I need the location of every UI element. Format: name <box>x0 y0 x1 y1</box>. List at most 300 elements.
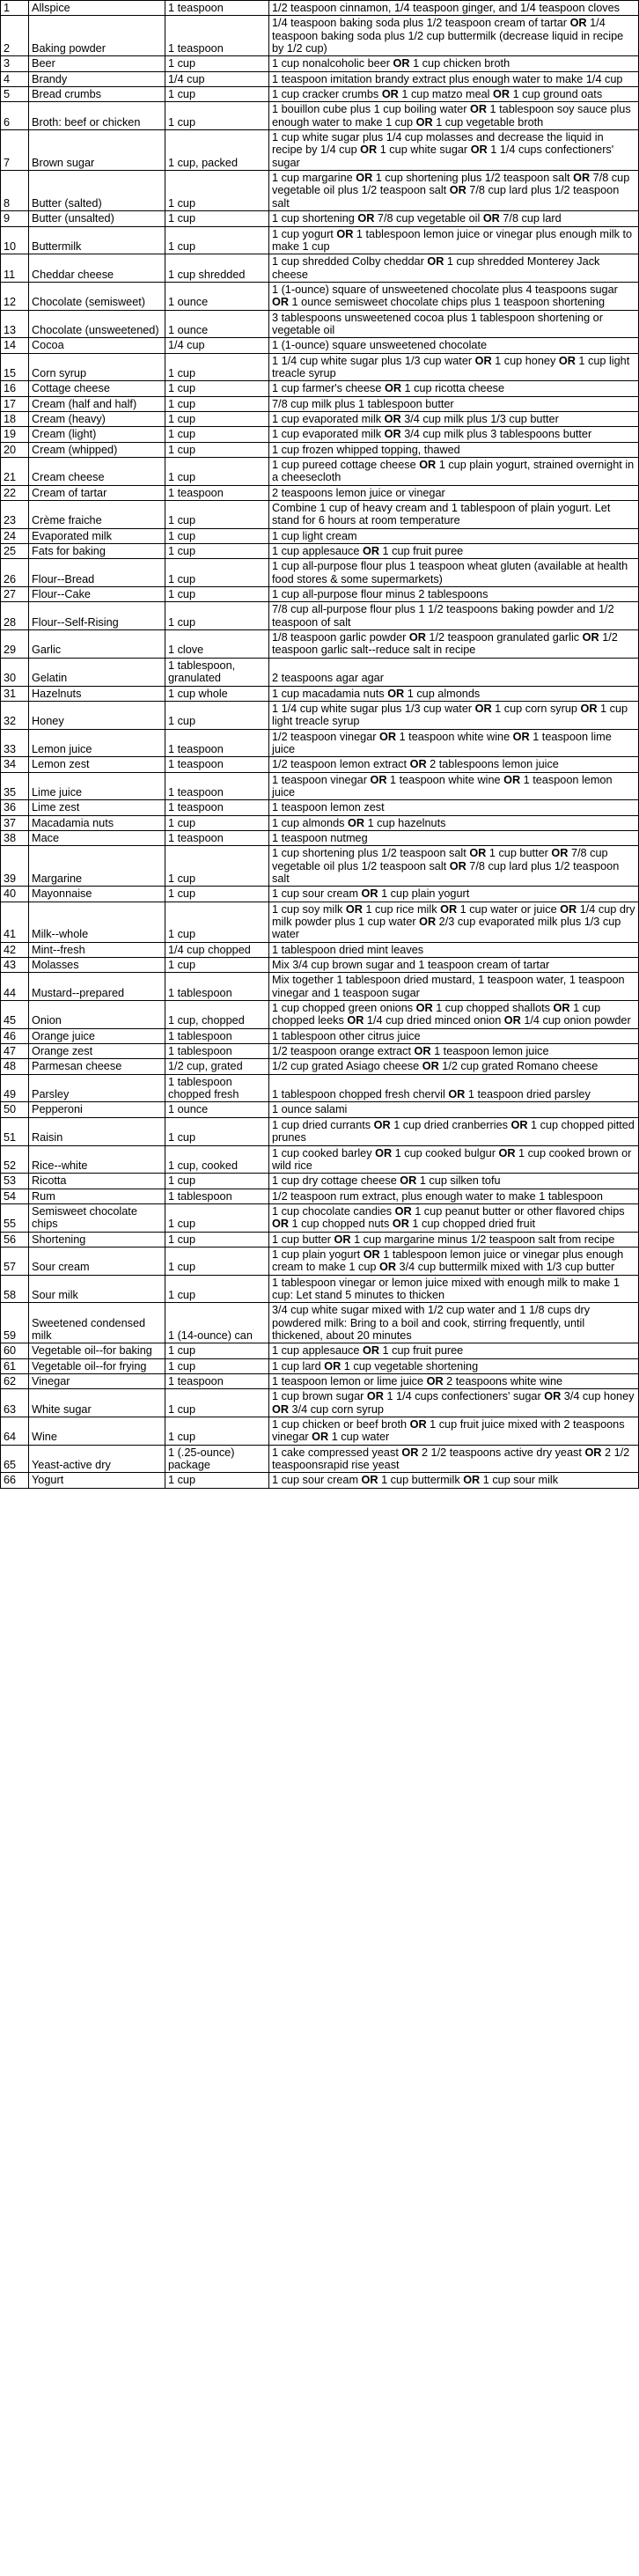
substitution-text: 1/2 teaspoon orange extract OR 1 teaspoon lemon juice <box>269 1044 639 1059</box>
ingredient-name: Butter (salted) <box>29 171 165 211</box>
substitution-text: 1 tablespoon chopped fresh chervil OR 1 teaspoon dried parsley <box>269 1074 639 1102</box>
substitution-text: 1/2 teaspoon rum extract, plus enough water to make 1 tablespoon <box>269 1189 639 1203</box>
substitution-text: 1 cup yogurt OR 1 tablespoon lemon juice or vinegar plus enough milk to make 1 cup <box>269 226 639 254</box>
ingredient-name: Crème fraiche <box>29 501 165 529</box>
substitution-text: 1 tablespoon other citrus juice <box>269 1028 639 1043</box>
ingredient-amount: 1 clove <box>165 630 269 659</box>
table-row <box>1 686 639 701</box>
row-number: 51 <box>1 1117 29 1145</box>
row-number: 37 <box>1 815 29 830</box>
row-number: 17 <box>1 396 29 411</box>
ingredient-amount: 1 cup <box>165 211 269 226</box>
table-row <box>1 226 639 254</box>
ingredient-amount: 1 cup <box>165 1389 269 1417</box>
table-row <box>1 1102 639 1117</box>
ingredient-name: Brandy <box>29 71 165 86</box>
row-number: 3 <box>1 56 29 71</box>
substitution-text: 1/4 teaspoon baking soda plus 1/2 teaspoon cream of tartar OR 1/4 teaspoon baking soda plus 1/2 cup buttermilk (decrease liquid in recipe by 1/2 cup) <box>269 16 639 56</box>
substitution-text: 1 1/4 cup white sugar plus 1/3 cup water OR 1 cup honey OR 1 cup light treacle syrup <box>269 353 639 381</box>
substitution-text: 1 (1-ounce) square of unsweetened chocolate plus 4 teaspoons sugar OR 1 ounce semisweet chocolate chips plus 1 teaspoon shortening <box>269 282 639 310</box>
ingredient-amount: 1 cup <box>165 559 269 587</box>
row-number: 32 <box>1 701 29 729</box>
substitution-text: 1 cake compressed yeast OR 2 1/2 teaspoons active dry yeast OR 2 1/2 teaspoonsrapid rise yeast <box>269 1445 639 1473</box>
ingredient-amount: 1 teaspoon <box>165 830 269 845</box>
ingredient-name: Mayonnaise <box>29 887 165 902</box>
substitution-text: 1 cup shortening OR 7/8 cup vegetable oil OR 7/8 cup lard <box>269 211 639 226</box>
ingredient-amount: 1 cup <box>165 56 269 71</box>
substitution-text: 1 cup sour cream OR 1 cup buttermilk OR 1 cup sour milk <box>269 1473 639 1488</box>
row-number: 57 <box>1 1247 29 1275</box>
ingredient-name: Shortening <box>29 1232 165 1247</box>
substitution-text: 1 cup pureed cottage cheese OR 1 cup plain yogurt, strained overnight in a cheesecloth <box>269 458 639 486</box>
table-row <box>1 757 639 772</box>
table-row <box>1 1028 639 1043</box>
ingredient-amount: 1 cup <box>165 587 269 602</box>
ingredient-amount: 1 teaspoon <box>165 485 269 500</box>
row-number: 31 <box>1 686 29 701</box>
table-row <box>1 458 639 486</box>
ingredient-amount: 1 teaspoon <box>165 800 269 815</box>
ingredient-name: Sweetened condensed milk <box>29 1303 165 1343</box>
ingredient-amount: 1 ounce <box>165 282 269 310</box>
table-row <box>1 1203 639 1232</box>
ingredient-name: Semisweet chocolate chips <box>29 1203 165 1232</box>
substitution-text: 1 cup sour cream OR 1 cup plain yogurt <box>269 887 639 902</box>
ingredient-amount: 1 tablespoon <box>165 1028 269 1043</box>
ingredient-name: Vegetable oil--for baking <box>29 1343 165 1358</box>
ingredient-amount: 1 cup <box>165 701 269 729</box>
ingredient-name: Sour cream <box>29 1247 165 1275</box>
ingredient-amount: 1 teaspoon <box>165 772 269 800</box>
table-row <box>1 411 639 426</box>
ingredient-name: Allspice <box>29 1 165 16</box>
table-row <box>1 587 639 602</box>
substitution-text: 1 cup all-purpose flour minus 2 tablespoons <box>269 587 639 602</box>
ingredient-amount: 1 cup, cooked <box>165 1145 269 1174</box>
table-row <box>1 442 639 457</box>
row-number: 26 <box>1 559 29 587</box>
ingredient-name: Cream (whipped) <box>29 442 165 457</box>
ingredient-name: Cocoa <box>29 338 165 353</box>
ingredient-amount: 1 teaspoon <box>165 16 269 56</box>
substitution-text: 1 (1-ounce) square unsweetened chocolate <box>269 338 639 353</box>
substitution-text: 1 teaspoon nutmeg <box>269 830 639 845</box>
row-number: 38 <box>1 830 29 845</box>
table-row <box>1 1001 639 1029</box>
table-row <box>1 282 639 310</box>
substitution-text: 1 1/4 cup white sugar plus 1/3 cup water OR 1 cup corn syrup OR 1 cup light treacle syrup <box>269 701 639 729</box>
row-number: 6 <box>1 102 29 130</box>
substitution-text: 1 bouillon cube plus 1 cup boiling water OR 1 tablespoon soy sauce plus enough water to make 1 cup OR 1 cup vegetable broth <box>269 102 639 130</box>
table-row <box>1 1 639 16</box>
substitution-text: 1 cup plain yogurt OR 1 tablespoon lemon juice or vinegar plus enough cream to make 1 cup OR 3/4 cup buttermilk mixed with 1/3 cup butter <box>269 1247 639 1275</box>
row-number: 14 <box>1 338 29 353</box>
ingredient-amount: 1/2 cup, grated <box>165 1059 269 1074</box>
ingredient-amount: 1/4 cup <box>165 71 269 86</box>
ingredient-amount: 1 tablespoon <box>165 1044 269 1059</box>
ingredient-amount: 1 tablespoon <box>165 973 269 1001</box>
table-row <box>1 130 639 171</box>
substitution-text: 1 cup white sugar plus 1/4 cup molasses and decrease the liquid in recipe by 1/4 cup OR 1 cup white sugar OR 1 1/4 cups confectioners' sugar <box>269 130 639 171</box>
ingredient-name: Cheddar cheese <box>29 254 165 283</box>
table-row <box>1 485 639 500</box>
substitution-text: 1 cup margarine OR 1 cup shortening plus 1/2 teaspoon salt OR 7/8 cup vegetable oil plus 1/2 teaspoon salt OR 7/8 cup lard plus 1/2 teaspoon salt <box>269 171 639 211</box>
ingredient-name: Corn syrup <box>29 353 165 381</box>
ingredient-name: Cream (heavy) <box>29 411 165 426</box>
table-row <box>1 1189 639 1203</box>
ingredient-name: Brown sugar <box>29 130 165 171</box>
ingredient-amount: 1 cup <box>165 1117 269 1145</box>
row-number: 55 <box>1 1203 29 1232</box>
row-number: 41 <box>1 902 29 942</box>
substitution-text: 1 cup nonalcoholic beer OR 1 cup chicken broth <box>269 56 639 71</box>
substitution-text: 7/8 cup all-purpose flour plus 1 1/2 teaspoons baking powder and 1/2 teaspoon of salt <box>269 602 639 630</box>
table-row <box>1 942 639 957</box>
ingredient-amount: 1 (.25-ounce) package <box>165 1445 269 1473</box>
ingredient-amount: 1 cup <box>165 1358 269 1373</box>
ingredient-name: Milk--whole <box>29 902 165 942</box>
ingredient-amount: 1 cup <box>165 501 269 529</box>
ingredient-name: Cottage cheese <box>29 381 165 396</box>
table-row <box>1 544 639 559</box>
ingredient-name: Butter (unsalted) <box>29 211 165 226</box>
ingredient-name: Fats for baking <box>29 544 165 559</box>
ingredient-name: Vinegar <box>29 1374 165 1389</box>
table-row <box>1 353 639 381</box>
ingredient-amount: 1 cup <box>165 887 269 902</box>
ingredient-name: Baking powder <box>29 16 165 56</box>
substitution-text: Combine 1 cup of heavy cream and 1 tablespoon of plain yogurt. Let stand for 6 hours at room temperature <box>269 501 639 529</box>
table-row <box>1 1417 639 1446</box>
table-row <box>1 815 639 830</box>
ingredient-amount: 1 cup <box>165 1343 269 1358</box>
table-row <box>1 87 639 102</box>
row-number: 45 <box>1 1001 29 1029</box>
substitution-text: 1 cup brown sugar OR 1 1/4 cups confectioners' sugar OR 3/4 cup honey OR 3/4 cup corn syrup <box>269 1389 639 1417</box>
row-number: 60 <box>1 1343 29 1358</box>
table-row <box>1 427 639 442</box>
ingredient-amount: 1 cup <box>165 442 269 457</box>
ingredient-amount: 1 cup <box>165 1417 269 1446</box>
ingredient-name: Wine <box>29 1417 165 1446</box>
substitution-text: 1 cup evaporated milk OR 3/4 cup milk plus 3 tablespoons butter <box>269 427 639 442</box>
ingredient-amount: 1 cup <box>165 902 269 942</box>
ingredient-amount: 1 ounce <box>165 1102 269 1117</box>
table-row <box>1 1174 639 1189</box>
ingredient-amount: 1 tablespoon, granulated <box>165 658 269 686</box>
substitution-text: 1 cup shredded Colby cheddar OR 1 cup shredded Monterey Jack cheese <box>269 254 639 283</box>
ingredient-amount: 1 cup <box>165 226 269 254</box>
table-row <box>1 1389 639 1417</box>
substitution-text: 1 cup shortening plus 1/2 teaspoon salt OR 1 cup butter OR 7/8 cup vegetable oil plus 1/2 teaspoon salt OR 7/8 cup lard plus 1/2 teaspoon salt <box>269 846 639 887</box>
substitution-text: 1 cup macadamia nuts OR 1 cup almonds <box>269 686 639 701</box>
ingredient-name: Ricotta <box>29 1174 165 1189</box>
ingredient-amount: 1 cup shredded <box>165 254 269 283</box>
ingredient-amount: 1 cup <box>165 1203 269 1232</box>
substitution-text: 1 teaspoon imitation brandy extract plus enough water to make 1/4 cup <box>269 71 639 86</box>
table-row <box>1 658 639 686</box>
row-number: 52 <box>1 1145 29 1174</box>
substitution-text: 7/8 cup milk plus 1 tablespoon butter <box>269 396 639 411</box>
ingredient-amount: 1/4 cup chopped <box>165 942 269 957</box>
substitution-text: 1 cup farmer's cheese OR 1 cup ricotta cheese <box>269 381 639 396</box>
substitution-text: 1 cup chopped green onions OR 1 cup chopped shallots OR 1 cup chopped leeks OR 1/4 cup dried minced onion OR 1/4 cup onion powder <box>269 1001 639 1029</box>
row-number: 4 <box>1 71 29 86</box>
ingredient-name: Cream cheese <box>29 458 165 486</box>
substitution-text: 1 cup chocolate candies OR 1 cup peanut butter or other flavored chips OR 1 cup chopped nuts OR 1 cup chopped dried fruit <box>269 1203 639 1232</box>
substitution-text: 1 cup cooked barley OR 1 cup cooked bulgur OR 1 cup cooked brown or wild rice <box>269 1145 639 1174</box>
ingredient-name: Lime juice <box>29 772 165 800</box>
row-number: 19 <box>1 427 29 442</box>
ingredient-amount: 1 cup <box>165 815 269 830</box>
row-number: 21 <box>1 458 29 486</box>
ingredient-name: Cream of tartar <box>29 485 165 500</box>
ingredient-amount: 1 cup <box>165 528 269 543</box>
ingredient-amount: 1 tablespoon <box>165 1189 269 1203</box>
row-number: 22 <box>1 485 29 500</box>
row-number: 16 <box>1 381 29 396</box>
row-number: 25 <box>1 544 29 559</box>
substitution-text: 1 cup applesauce OR 1 cup fruit puree <box>269 1343 639 1358</box>
table-row <box>1 602 639 630</box>
ingredient-name: Chocolate (semisweet) <box>29 282 165 310</box>
table-row <box>1 830 639 845</box>
substitution-text: 1 teaspoon vinegar OR 1 teaspoon white wine OR 1 teaspoon lemon juice <box>269 772 639 800</box>
row-number: 36 <box>1 800 29 815</box>
table-row <box>1 1145 639 1174</box>
substitution-text: 1 cup dried currants OR 1 cup dried cranberries OR 1 cup chopped pitted prunes <box>269 1117 639 1145</box>
table-row <box>1 71 639 86</box>
substitution-text: 1 cup soy milk OR 1 cup rice milk OR 1 cup water or juice OR 1/4 cup dry milk powder plus 1 cup water OR 2/3 cup evaporated milk plus 1/3 cup water <box>269 902 639 942</box>
row-number: 18 <box>1 411 29 426</box>
row-number: 1 <box>1 1 29 16</box>
substitution-text: 1 tablespoon dried mint leaves <box>269 942 639 957</box>
table-row <box>1 171 639 211</box>
ingredient-name: Sour milk <box>29 1275 165 1303</box>
ingredient-name: Mace <box>29 830 165 845</box>
ingredient-amount: 1 cup <box>165 846 269 887</box>
ingredient-name: Pepperoni <box>29 1102 165 1117</box>
ingredient-name: Lime zest <box>29 800 165 815</box>
row-number: 54 <box>1 1189 29 1203</box>
ingredient-amount: 1 teaspoon <box>165 729 269 757</box>
ingredient-amount: 1 cup <box>165 353 269 381</box>
ingredient-name: Cream (light) <box>29 427 165 442</box>
row-number: 63 <box>1 1389 29 1417</box>
substitution-text: 1 cup lard OR 1 cup vegetable shortening <box>269 1358 639 1373</box>
ingredient-name: Onion <box>29 1001 165 1029</box>
row-number: 44 <box>1 973 29 1001</box>
table-row <box>1 1059 639 1074</box>
ingredient-name: Parsley <box>29 1074 165 1102</box>
table-row <box>1 559 639 587</box>
ingredient-name: Yeast-active dry <box>29 1445 165 1473</box>
substitution-text: 1 cup applesauce OR 1 cup fruit puree <box>269 544 639 559</box>
table-row <box>1 630 639 659</box>
substitution-text: 1 cup evaporated milk OR 3/4 cup milk plus 1/3 cup butter <box>269 411 639 426</box>
table-row <box>1 1044 639 1059</box>
table-row <box>1 973 639 1001</box>
ingredient-name: Evaporated milk <box>29 528 165 543</box>
table-row <box>1 1303 639 1343</box>
table-row <box>1 846 639 887</box>
table-row <box>1 310 639 338</box>
row-number: 2 <box>1 16 29 56</box>
row-number: 11 <box>1 254 29 283</box>
row-number: 15 <box>1 353 29 381</box>
table-row <box>1 254 639 283</box>
row-number: 49 <box>1 1074 29 1102</box>
ingredient-amount: 1 cup <box>165 544 269 559</box>
ingredient-name: Honey <box>29 701 165 729</box>
ingredient-amount: 1 cup <box>165 1232 269 1247</box>
substitution-text: 1 cup dry cottage cheese OR 1 cup silken tofu <box>269 1174 639 1189</box>
ingredient-name: Lemon juice <box>29 729 165 757</box>
substitution-text: 1 cup all-purpose flour plus 1 teaspoon wheat gluten (available at health food stores & some supermarkets) <box>269 559 639 587</box>
substitution-text: 1 teaspoon lemon zest <box>269 800 639 815</box>
ingredient-amount: 1 cup <box>165 1275 269 1303</box>
row-number: 39 <box>1 846 29 887</box>
table-row <box>1 381 639 396</box>
ingredient-name: Macadamia nuts <box>29 815 165 830</box>
substitution-text: 1/2 teaspoon lemon extract OR 2 tablespoons lemon juice <box>269 757 639 772</box>
ingredient-amount: 1 cup <box>165 1247 269 1275</box>
substitution-text: 2 teaspoons agar agar <box>269 658 639 686</box>
table-row <box>1 800 639 815</box>
substitution-text: 1/2 cup grated Asiago cheese OR 1/2 cup grated Romano cheese <box>269 1059 639 1074</box>
ingredient-name: Chocolate (unsweetened) <box>29 310 165 338</box>
row-number: 53 <box>1 1174 29 1189</box>
ingredient-amount: 1 cup <box>165 87 269 102</box>
table-row <box>1 16 639 56</box>
row-number: 50 <box>1 1102 29 1117</box>
table-row <box>1 887 639 902</box>
row-number: 8 <box>1 171 29 211</box>
ingredient-amount: 1 cup <box>165 411 269 426</box>
row-number: 28 <box>1 602 29 630</box>
substitution-text: 1 ounce salami <box>269 1102 639 1117</box>
table-row <box>1 528 639 543</box>
substitution-text: 1 teaspoon lemon or lime juice OR 2 teaspoons white wine <box>269 1374 639 1389</box>
table-row <box>1 701 639 729</box>
ingredient-name: Raisin <box>29 1117 165 1145</box>
ingredient-amount: 1 cup <box>165 958 269 973</box>
table-row <box>1 958 639 973</box>
ingredient-name: Orange zest <box>29 1044 165 1059</box>
table-row <box>1 211 639 226</box>
ingredient-name: White sugar <box>29 1389 165 1417</box>
ingredient-name: Parmesan cheese <box>29 1059 165 1074</box>
table-row <box>1 1358 639 1373</box>
row-number: 47 <box>1 1044 29 1059</box>
row-number: 34 <box>1 757 29 772</box>
substitution-text: 1 cup light cream <box>269 528 639 543</box>
ingredient-name: Flour--Bread <box>29 559 165 587</box>
ingredient-name: Vegetable oil--for frying <box>29 1358 165 1373</box>
row-number: 61 <box>1 1358 29 1373</box>
row-number: 64 <box>1 1417 29 1446</box>
substitution-text: 3 tablespoons unsweetened cocoa plus 1 tablespoon shortening or vegetable oil <box>269 310 639 338</box>
row-number: 24 <box>1 528 29 543</box>
row-number: 13 <box>1 310 29 338</box>
table-row <box>1 1247 639 1275</box>
table-body <box>1 1 639 1489</box>
ingredient-name: Broth: beef or chicken <box>29 102 165 130</box>
substitution-text: Mix together 1 tablespoon dried mustard, 1 teaspoon water, 1 teaspoon vinegar and 1 teaspoon sugar <box>269 973 639 1001</box>
row-number: 20 <box>1 442 29 457</box>
ingredient-amount: 1 cup <box>165 602 269 630</box>
row-number: 33 <box>1 729 29 757</box>
table-row <box>1 501 639 529</box>
table-row <box>1 102 639 130</box>
ingredient-name: Cream (half and half) <box>29 396 165 411</box>
table-row <box>1 772 639 800</box>
table-row <box>1 1343 639 1358</box>
row-number: 40 <box>1 887 29 902</box>
row-number: 56 <box>1 1232 29 1247</box>
ingredient-name: Beer <box>29 56 165 71</box>
substitution-text: 1/2 teaspoon cinnamon, 1/4 teaspoon ginger, and 1/4 teaspoon cloves <box>269 1 639 16</box>
table-row <box>1 1374 639 1389</box>
ingredient-name: Buttermilk <box>29 226 165 254</box>
ingredient-name: Hazelnuts <box>29 686 165 701</box>
substitution-text: 1 cup frozen whipped topping, thawed <box>269 442 639 457</box>
ingredient-amount: 1 ounce <box>165 310 269 338</box>
ingredient-name: Mint--fresh <box>29 942 165 957</box>
row-number: 42 <box>1 942 29 957</box>
table-row <box>1 1473 639 1488</box>
table-row <box>1 729 639 757</box>
ingredient-name: Flour--Self-Rising <box>29 602 165 630</box>
row-number: 46 <box>1 1028 29 1043</box>
table-row <box>1 338 639 353</box>
table-row <box>1 1445 639 1473</box>
substitution-text: 3/4 cup white sugar mixed with 1/2 cup water and 1 1/8 cups dry powdered milk: Bring to a boil and cook, stirring frequently, until thickened, about 20 minutes <box>269 1303 639 1343</box>
ingredient-amount: 1 cup <box>165 1473 269 1488</box>
ingredient-name: Bread crumbs <box>29 87 165 102</box>
row-number: 23 <box>1 501 29 529</box>
ingredient-name: Rice--white <box>29 1145 165 1174</box>
row-number: 9 <box>1 211 29 226</box>
ingredient-amount: 1/4 cup <box>165 338 269 353</box>
ingredient-name: Flour--Cake <box>29 587 165 602</box>
ingredient-amount: 1 cup <box>165 1174 269 1189</box>
table-row <box>1 1275 639 1303</box>
ingredient-amount: 1 teaspoon <box>165 1374 269 1389</box>
row-number: 35 <box>1 772 29 800</box>
ingredient-amount: 1 cup whole <box>165 686 269 701</box>
table-row <box>1 1074 639 1102</box>
ingredient-amount: 1 teaspoon <box>165 757 269 772</box>
substitution-text: 1 tablespoon vinegar or lemon juice mixed with enough milk to make 1 cup: Let stand 5 minutes to thicken <box>269 1275 639 1303</box>
ingredient-name: Mustard--prepared <box>29 973 165 1001</box>
substitution-text: 1 cup chicken or beef broth OR 1 cup fruit juice mixed with 2 teaspoons vinegar OR 1 cup water <box>269 1417 639 1446</box>
ingredient-name: Margarine <box>29 846 165 887</box>
row-number: 62 <box>1 1374 29 1389</box>
substitution-text: Mix 3/4 cup brown sugar and 1 teaspoon cream of tartar <box>269 958 639 973</box>
row-number: 29 <box>1 630 29 659</box>
row-number: 5 <box>1 87 29 102</box>
ingredient-amount: 1 (14-ounce) can <box>165 1303 269 1343</box>
ingredient-name: Yogurt <box>29 1473 165 1488</box>
substitution-text: 1/8 teaspoon garlic powder OR 1/2 teaspoon granulated garlic OR 1/2 teaspoon garlic salt--reduce salt in recipe <box>269 630 639 659</box>
row-number: 10 <box>1 226 29 254</box>
ingredient-amount: 1 cup <box>165 381 269 396</box>
ingredient-amount: 1 cup <box>165 171 269 211</box>
row-number: 66 <box>1 1473 29 1488</box>
ingredient-amount: 1 cup <box>165 427 269 442</box>
ingredient-name: Orange juice <box>29 1028 165 1043</box>
